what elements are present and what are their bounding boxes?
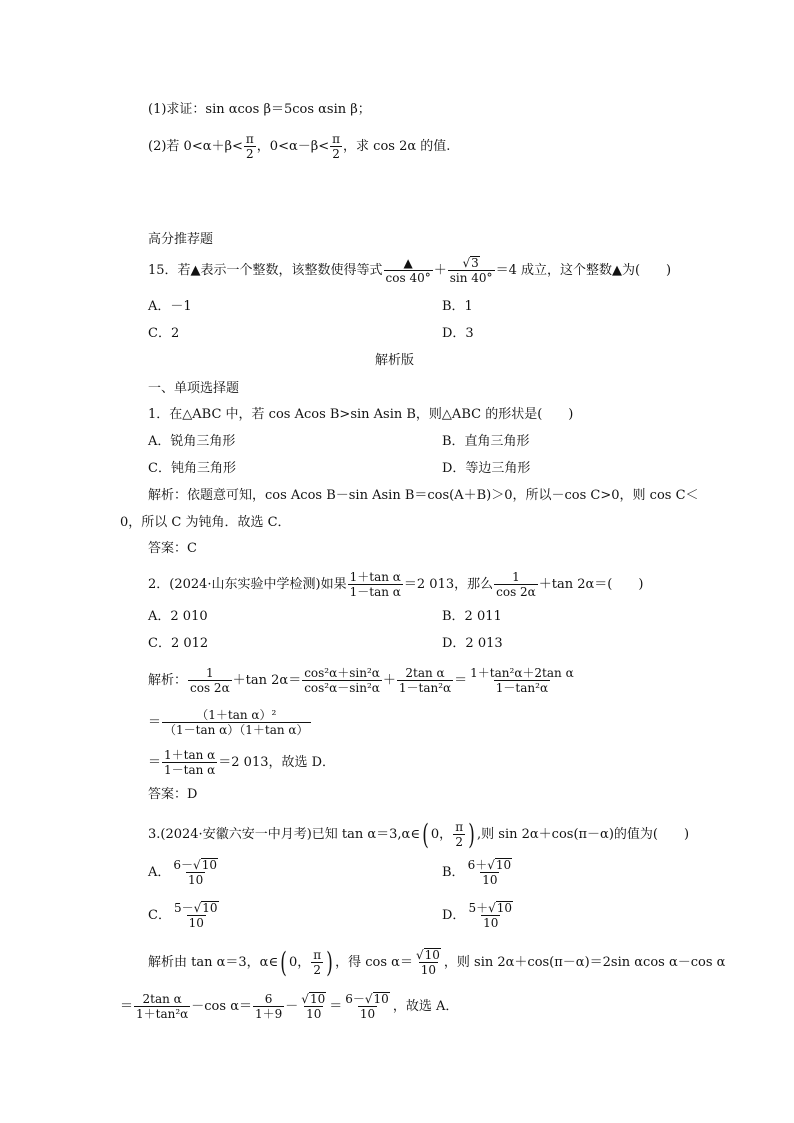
prob14-part2-text-a: (2)若 0<α＋β< (148, 139, 243, 154)
section-hard-heading: 高分推荐题 (148, 232, 214, 247)
prob14-part1: (1)求证：sin αcos β＝5cos αsin β； (148, 102, 371, 117)
q3-option-a-fraction: 6－ √ 10 10 (173, 858, 217, 887)
q3-option-c-fraction: 5－ √ 10 10 (173, 901, 218, 930)
prob15-stem: 15．若▲表示一个整数，该整数使得等式 $\frac{▲}{\cos 40^\circ}$ ＋ √ 3 sin 40° ＝4 成立，这个整数▲为( ) (148, 256, 672, 285)
q2-answer: 答案：D (148, 787, 198, 802)
q2-expr-2: $\frac{\text{cos²α＋sin²α}}{\text{cos²α－sin²α}}$ (304, 666, 380, 695)
q1-analysis-line2: 0，所以 C 为钝角．故选 C． (120, 515, 291, 530)
pi-over-2-fraction: $\frac{\pi}{2}$ (313, 948, 322, 977)
q2-expr-1: $\frac{1}{\cos 2\alpha}$ (190, 666, 230, 695)
q3-stem-c: ,则 sin 2α＋cos(π－α)的值为( ) (477, 827, 690, 842)
q1-option-c: C．钝角三角形 (148, 461, 236, 476)
q3-option-d-fraction: 5＋ √ 10 10 (468, 901, 513, 930)
q3-cos-fraction: √ 10 10 (415, 948, 440, 977)
prob14-part2-text-b: ，0<α－β< (256, 139, 330, 154)
prob15-fraction-2: √ 3 sin 40° (449, 256, 493, 285)
q2-expr-5: $\frac{\text{（1＋tan α）²}}{\text{（1－tan α）（1＋tan α）}}$ (164, 708, 309, 737)
pi-over-2-fraction: $\frac{\pi}{2}$ (245, 132, 254, 161)
prob14-part2 (148, 132, 450, 161)
q1-analysis-line1: 解析：依题意可知，cos Acos B－sin Asin B＝cos(A＋B)＞0，所以－cos C>0，则 cos C＜ (148, 488, 699, 503)
q2-option-c: C．2 012 (148, 636, 209, 651)
prob15-fraction-1: $\frac{▲}{\cos 40^\circ}$ (385, 256, 431, 285)
q3-expr-4: 6－ √ 10 10 (345, 992, 389, 1021)
prob15-option-d: D．3 (442, 326, 474, 341)
q3-option-c: C． 5－ √ 10 10 (148, 901, 222, 930)
prob15-option-b: B．1 (442, 299, 473, 314)
q3-option-b-fraction: 6＋ √ 10 10 (467, 858, 512, 887)
q3-expr-3: √ 10 10 (301, 992, 326, 1021)
prob15-option-c: C．2 (148, 326, 180, 341)
q3-option-b: B． 6＋ √ 10 10 (442, 858, 515, 887)
prob15-stem-a: 15．若▲表示一个整数，该整数使得等式 (148, 263, 383, 278)
q2-expr-6: $\frac{\text{1＋tan α}}{\text{1－tan α}}$ (164, 748, 216, 777)
q2-fraction-2: $\frac{1}{\cos 2\alpha}$ (496, 570, 536, 599)
q3-expr-1: $\frac{\text{2tan α}}{\text{1＋tan²α}}$ (136, 992, 189, 1021)
q1-option-a: A．锐角三角形 (148, 434, 236, 449)
q2-stem-b: ＝2 013，那么 (403, 577, 494, 592)
q2-analysis-line3: ＝ $\frac{\text{1＋tan α}}{\text{1－tan α}}$ ＝2 013，故选 D． (148, 748, 336, 777)
q3-option-d: D． 5＋ √ 10 10 (442, 901, 516, 930)
q2-option-b: B．2 011 (442, 609, 502, 624)
q2-stem-c: ＋tan 2α＝( ) (538, 577, 644, 592)
q2-expr-3: $\frac{\text{2tan α}}{\text{1－tan²α}}$ (398, 666, 452, 695)
q1-stem: 1．在△ABC 中，若 cos Acos B>sin Asin B，则△ABC 的形状是( ) (148, 407, 574, 422)
pi-over-2-fraction: $\frac{\pi}{2}$ (455, 820, 464, 849)
q3-stem-a: 3.(2024·安徽六安一中月考)已知 tan α＝3,α∈ (148, 827, 420, 842)
q2-stem-a: 2．(2024·山东实验中学检测)如果 (148, 577, 347, 592)
q3-analysis-line1: 解析由 tan α＝3，α∈( 0， $\frac{\pi}{2}$ ) ，得 cos α＝ √ 10 10 ，则 sin 2α＋cos(π－α)＝2sin αcos α－cos α (148, 945, 726, 979)
q2-option-d: D．2 013 (442, 636, 503, 651)
q3-expr-2: $\frac{6}{1+9}$ (254, 992, 283, 1021)
prob15-option-a: A．－1 (148, 299, 192, 314)
q1-option-d: D．等边三角形 (442, 461, 531, 476)
prob15-stem-b: ＝4 成立，这个整数▲为( ) (495, 263, 672, 278)
q1-answer: 答案：C (148, 541, 197, 556)
q3-option-a: A． 6－ √ 10 10 (148, 858, 221, 887)
q3-stem: 3.(2024·安徽六安一中月考)已知 tan α＝3,α∈( 0， $\frac{\pi}{2}$ ) ,则 sin 2α＋cos(π－α)的值为( ) (148, 817, 690, 851)
q2-expr-4: $\frac{\text{1＋tan²α＋2tan α}}{\text{1－tan²α}}$ (470, 666, 574, 695)
q2-fraction-1: $\frac{\text{1＋tan α}}{\text{1－tan α}}$ (349, 570, 401, 599)
prob14-part2-text-c: ，求 cos 2α 的值. (343, 139, 451, 154)
q2-analysis-line2: ＝ $\frac{\text{（1＋tan α）²}}{\text{（1－tan α）（1＋tan α）}}$ (148, 708, 309, 737)
q1-option-b: B．直角三角形 (442, 434, 530, 449)
q3-analysis-line2: ＝ $\frac{\text{2tan α}}{\text{1＋tan²α}}$ －cos α＝ $\frac{6}{1+9}$ － √ 10 10 ＝ 6－ √ 10 10 ，故选 A． (120, 992, 459, 1021)
pi-over-2-fraction: $\frac{\pi}{2}$ (332, 132, 341, 161)
q2-analysis-line1: 解析： $\frac{1}{\cos 2\alpha}$ ＋tan 2α＝ $\frac{\text{cos²α＋sin²α}}{\text{cos²α－sin²α}}$ ＋ $\frac{\text{2tan α}}{\text{1－tan²α}}$ ＝ $\frac{\text{1＋tan²α＋2tan α}}{\text{1－tan²α}}$ (148, 666, 574, 695)
q2-stem (148, 570, 643, 599)
jiexi-title: 解析版 (375, 353, 415, 368)
q2-option-a: A．2 010 (148, 609, 208, 624)
section-1-heading: 一、单项选择题 (148, 381, 240, 396)
